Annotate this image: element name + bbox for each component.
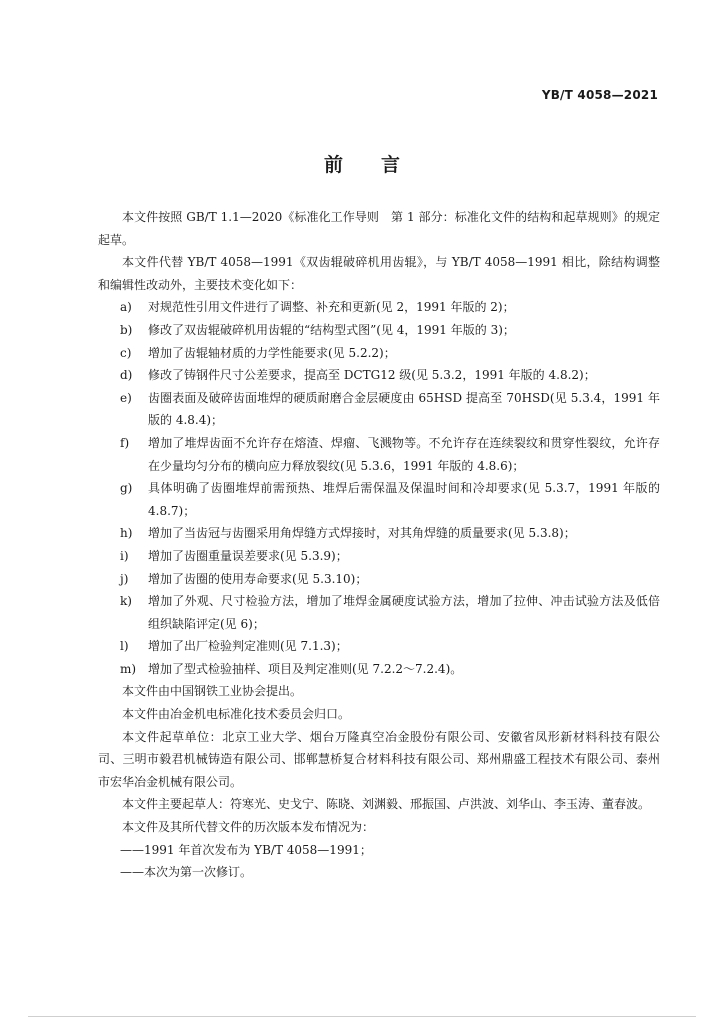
list-item-text: 增加了齿辊轴材质的力学性能要求(见 5.2.2)； — [148, 345, 396, 360]
list-item-mark: h) — [120, 526, 133, 541]
list-item-text: 增加了型式检验抽样、项目及判定准则(见 7.2.2～7.2.4)。 — [148, 661, 463, 676]
intro-paragraph-1: 本文件按照 GB/T 1.1—2020《标准化工作导则 第 1 部分：标准化文件的结构和起草规则》的规定起草。 — [98, 210, 660, 247]
foreword-body — [98, 206, 660, 884]
list-item-text: 增加了外观、尺寸检验方法，增加了堆焊金属硬度试验方法，增加了拉伸、冲击试验方法及低倍组织缺陷评定(见 6)； — [148, 594, 660, 631]
proposer-paragraph: 本文件由中国钢铁工业协会提出。 — [122, 684, 303, 699]
list-item — [98, 590, 660, 635]
list-item-text: 增加了齿圈的使用寿命要求(见 5.3.10)； — [148, 571, 368, 586]
history-item: ——本次为第一次修订。 — [120, 865, 253, 880]
drafters-paragraph: 本文件主要起草人：符寒光、史戈宁、陈晓、刘渊毅、邢振国、卢洪波、刘华山、李玉涛、董春波。 — [122, 797, 651, 812]
list-item-mark: l) — [120, 639, 129, 654]
history-item: ——1991 年首次发布为 YB/T 4058—1991； — [120, 842, 372, 857]
list-item — [98, 342, 660, 365]
list-item-text: 增加了当齿冠与齿圈采用角焊缝方式焊接时，对其角焊缝的质量要求(见 5.3.8)； — [148, 526, 576, 541]
list-item-text: 具体明确了齿圈堆焊前需预热、堆焊后需保温及保温时间和冷却要求(见 5.3.7，1991 年版的 4.8.7)； — [148, 481, 660, 518]
list-item — [98, 635, 660, 658]
list-item-text: 对规范性引用文件进行了调整、补充和更新(见 2，1991 年版的 2)； — [148, 300, 515, 315]
list-item-text: 齿圈表面及破碎齿面堆焊的硬质耐磨合金层硬度由 65HSD 提高至 70HSD(见 5.3.4，1991 年版的 4.8.4)； — [148, 390, 660, 428]
list-item-text: 修改了双齿辊破碎机用齿辊的“结构型式图”(见 4，1991 年版的 3)； — [148, 322, 515, 337]
committee-paragraph: 本文件由冶金机电标准化技术委员会归口。 — [122, 707, 351, 722]
list-item — [98, 545, 660, 568]
list-item-mark: m) — [120, 661, 137, 676]
list-item — [98, 568, 660, 591]
list-item-mark: d) — [120, 368, 133, 383]
list-item-text: 增加了堆焊齿面不允许存在熔渣、焊瘤、飞溅物等。不允许存在连续裂纹和贯穿性裂纹，允许存在少量均匀分布的横向应力释放裂纹(见 5.3.6，1991 年版的 4.8.6)； — [148, 435, 660, 473]
drafting-units-paragraph: 本文件起草单位：北京工业大学、烟台万隆真空冶金股份有限公司、安徽省凤形新材料科技有限公司、三明市毅君机械铸造有限公司、邯郸慧桥复合材料科技有限公司、郑州鼎盛工程技术有限公司、泰州市宏华冶金机械有限公司。 — [98, 729, 660, 789]
bottom-divider — [28, 1016, 696, 1017]
changes-list — [98, 296, 660, 680]
list-item-mark: c) — [120, 345, 132, 360]
list-item — [98, 432, 660, 477]
list-item-mark: i) — [120, 548, 129, 563]
list-item-mark: k) — [120, 594, 132, 609]
page-title: 前言 — [323, 154, 438, 176]
list-item-text: 修改了铸钢件尺寸公差要求，提高至 DCTG12 级(见 5.3.2，1991 年版的 4.8.2)； — [148, 368, 596, 383]
list-item-mark: b) — [120, 322, 133, 337]
intro-paragraph-2: 本文件代替 YB/T 4058—1991《双齿辊破碎机用齿辊》，与 YB/T 4058—1991 相比，除结构调整和编辑性改动外，主要技术变化如下： — [98, 255, 660, 292]
list-item — [98, 364, 660, 387]
history-heading: 本文件及其所代替文件的历次版本发布情况为： — [122, 820, 375, 835]
standard-number: YB/T 4058—2021 — [541, 88, 658, 102]
list-item — [98, 319, 660, 342]
list-item — [98, 387, 660, 432]
list-item — [98, 477, 660, 522]
list-item-text: 增加了齿圈重量误差要求(见 5.3.9)； — [148, 548, 348, 563]
list-item-mark: e) — [120, 390, 132, 405]
list-item-mark: a) — [120, 300, 132, 315]
list-item-text: 增加了出厂检验判定准则(见 7.1.3)； — [148, 639, 348, 654]
list-item-mark: j) — [120, 571, 129, 586]
list-item-mark: f) — [120, 435, 130, 450]
list-item — [98, 658, 660, 681]
list-item — [98, 522, 660, 545]
list-item — [98, 296, 660, 319]
list-item-mark: g) — [120, 481, 133, 496]
